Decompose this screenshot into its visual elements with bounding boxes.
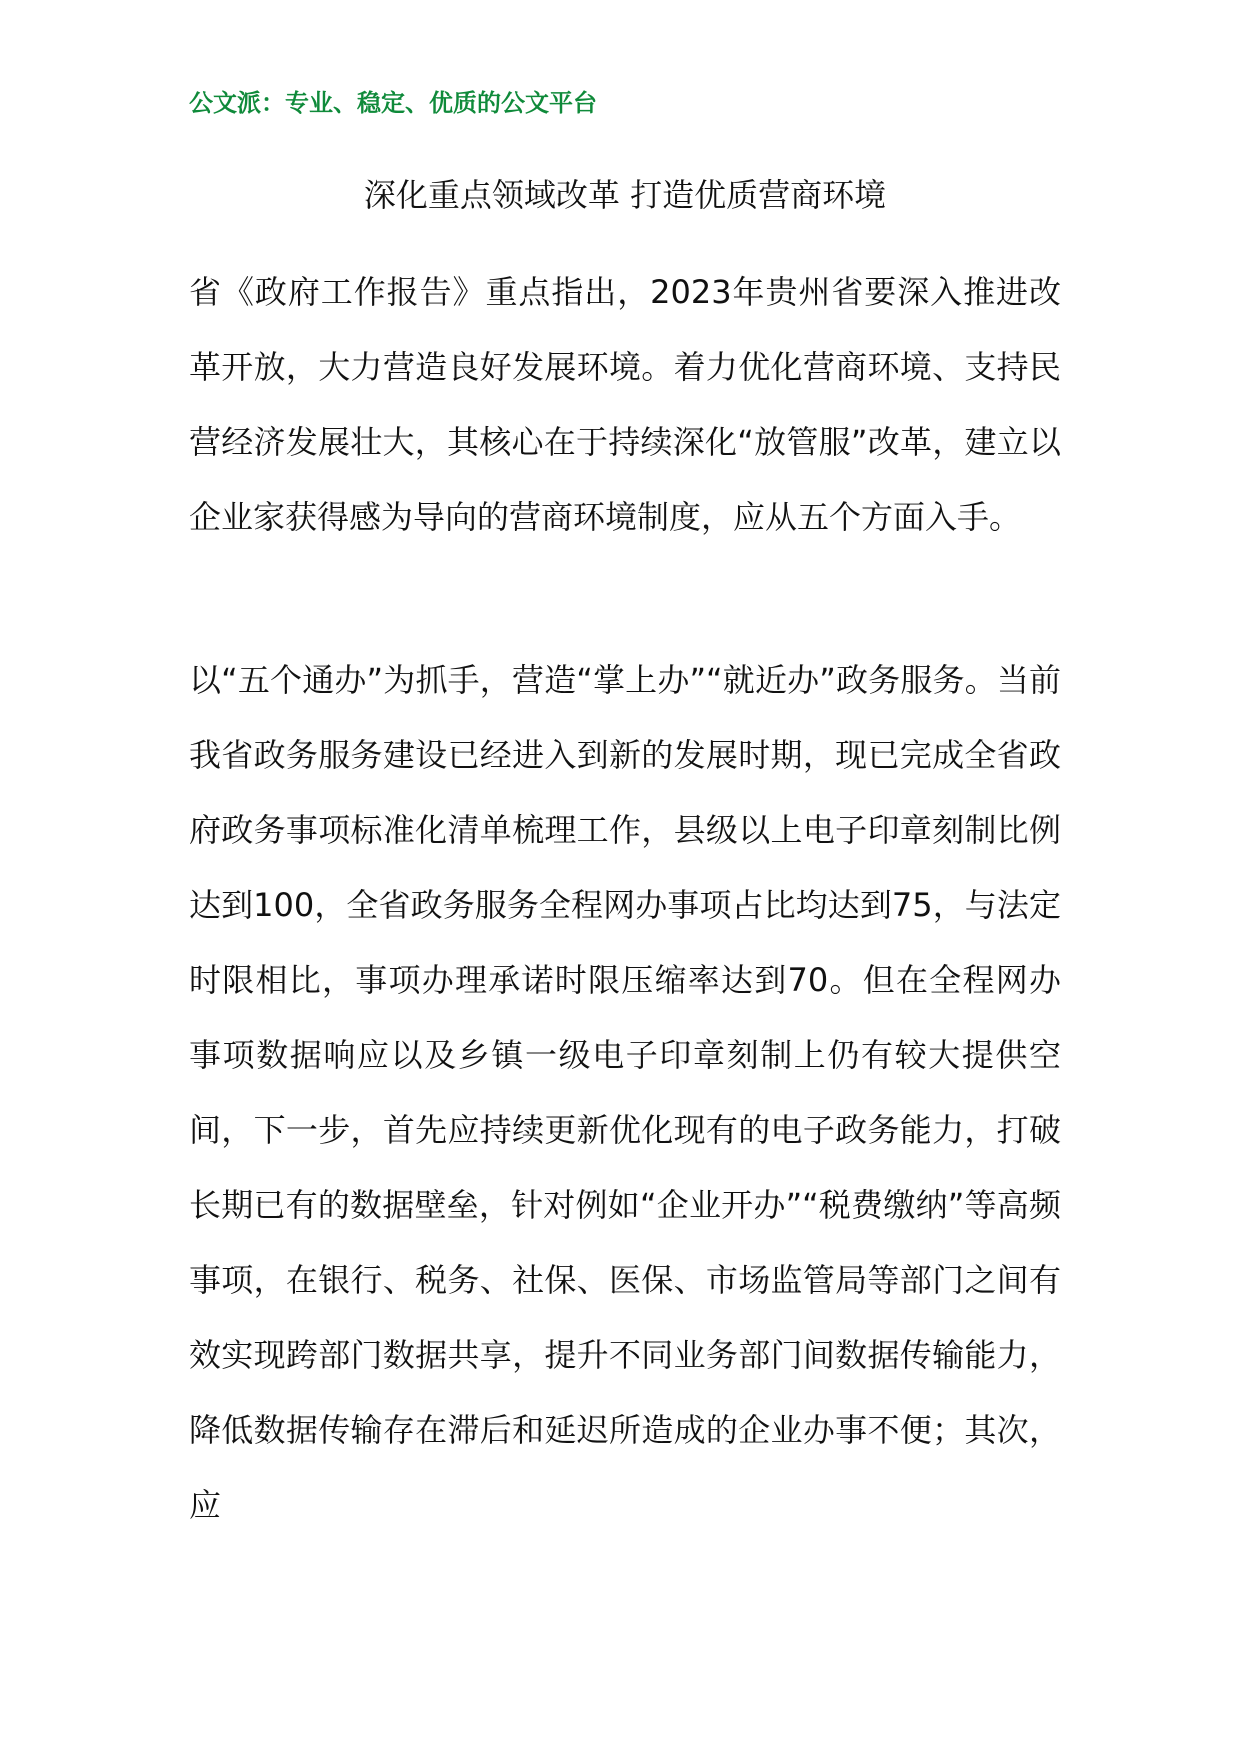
document-title: 深化重点领域改革 打造优质营商环境	[363, 176, 887, 214]
paragraph-2: 以“五个通办”为抓手，营造“掌上办”“就近办”政务服务。当前我省政务服务建设已经进入到新的发展时期，现已完成全省政府政务事项标准化清单梳理工作，县级以上电子印章刻制比例达到100，全省政务服务全程网办事项占比均达到75，与法定时限相比，事项办理承诺时限压缩率达到70。但在全程网办事项数据响应以及乡镇一级电子印章刻制上仍有较大提供空间，下一步，首先应持续更新优化现有的电子政务能力，打破长期已有的数据壁垒，针对例如“企业开办”“税费缴纳”等高频事项，在银行、税务、社保、医保、市场监管局等部门之间有效实现跨部门数据共享，提升不同业务部门间数据传输能力，降低数据传输存在滞后和延迟所造成的企业办事不便；其次，应	[189, 661, 1061, 1524]
paragraph-1: 省《政府工作报告》重点指出，2023年贵州省要深入推进改革开放，大力营造良好发展环境。着力优化营商环境、支持民营经济发展壮大，其核心在于持续深化“放管服”改革，建立以企业家获得感为导向的营商环境制度，应从五个方面入手。	[189, 273, 1061, 536]
brand-header: 公文派：专业、稳定、优质的公文平台	[189, 89, 597, 117]
